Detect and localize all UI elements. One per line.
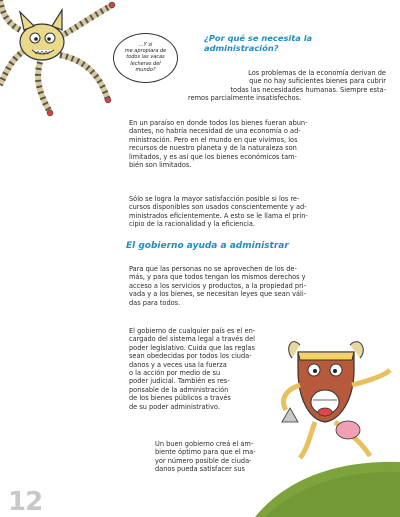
heading-line: ¿Por qué se necesita la [204,33,313,43]
text-line: dantes, no habría necesidad de una economía o ad- [129,127,301,136]
paragraph [129,327,289,411]
text-line: Para que las personas no se aprovechen de los de- [129,265,297,273]
text-line: de los bienes públicos a través [129,394,231,403]
text-line: En un paraíso en donde todos los bienes fueran abun- [129,119,308,127]
text-line: El gobierno de cualquier país es el en- [129,327,256,335]
speech-line: todos las vacas [126,54,165,61]
text-line: recursos de nuestro planeta y de la naturaleza son [129,144,297,153]
text-line: bién son limitados. [129,161,192,170]
text-line: remos parcialmente insatisfechos. [188,94,302,103]
bull-illustration [280,330,392,460]
text-line: poder judicial. También es res- [129,377,230,386]
speech-line: ...Y si [138,42,153,48]
speech-line: lecheras del [130,60,161,67]
text-line: vada y a los bienes, se necesitan leyes que sean váli- [129,290,307,299]
text-line: cargado del sistema legal a través del [129,335,255,344]
text-line: Un buen gobierno creá el am- [155,440,254,448]
text-line: limitados, y es así que los bienes económicos tam- [129,152,297,161]
text-line: danos y a veces usa la fuerza [129,360,227,369]
speech-line: mundo? [135,66,156,73]
text-line: todas las necesidades humanas. Siempre esta- [230,85,386,94]
text-line: más, y para que todos tengan los mismos derechos y [129,273,306,282]
text-line: cipio de la racionalidad y la eficiencia. [129,220,256,229]
cat-illustration [0,0,125,125]
speech-bubble [113,33,178,83]
text-line: Sólo se logra la mayor satisfacción posible si los re- [129,195,300,203]
text-line: biente óptimo para que el ma- [155,448,256,457]
text-line: yor número posible de ciuda- [155,456,252,465]
text-line: poder legislativo. Cuida que las reglas [129,343,255,352]
text-line: acceso a los servicios y productos, a la propiedad pri- [129,281,307,290]
text-line: sean obedecidas por todos los ciuda- [129,352,252,361]
text-line: Los problemas de la economía derivan de [248,69,386,77]
text-line: ministración. Pero en el mundo en que vivimos, los [129,135,298,144]
text-line: de su poder administrativo. [129,402,220,411]
paragraph [129,195,387,229]
section-heading-administracion [204,34,384,53]
text-line: ministrados eficientemente. A esto se le llama el prin- [129,211,308,220]
text-line: danos pueda satisfacer sus [155,465,245,474]
text-line: das para todos. [129,298,181,307]
text-line: cursos disponibles son usados conscientemente y ad- [129,203,307,212]
text-line: ponsable de la administración [129,385,229,394]
paragraph [129,265,387,307]
paragraph [186,69,386,103]
page-number: 12 [8,487,43,517]
speech-line: me apropiara de [124,48,167,55]
text-line: o la acción por medio de su [129,369,221,378]
heading-line: administración? [204,42,279,53]
text-line: que no hay suficientes bienes para cubrir [249,77,386,86]
paragraph [129,119,387,169]
section-heading-gobierno: El gobierno ayuda a administrar [126,241,289,251]
